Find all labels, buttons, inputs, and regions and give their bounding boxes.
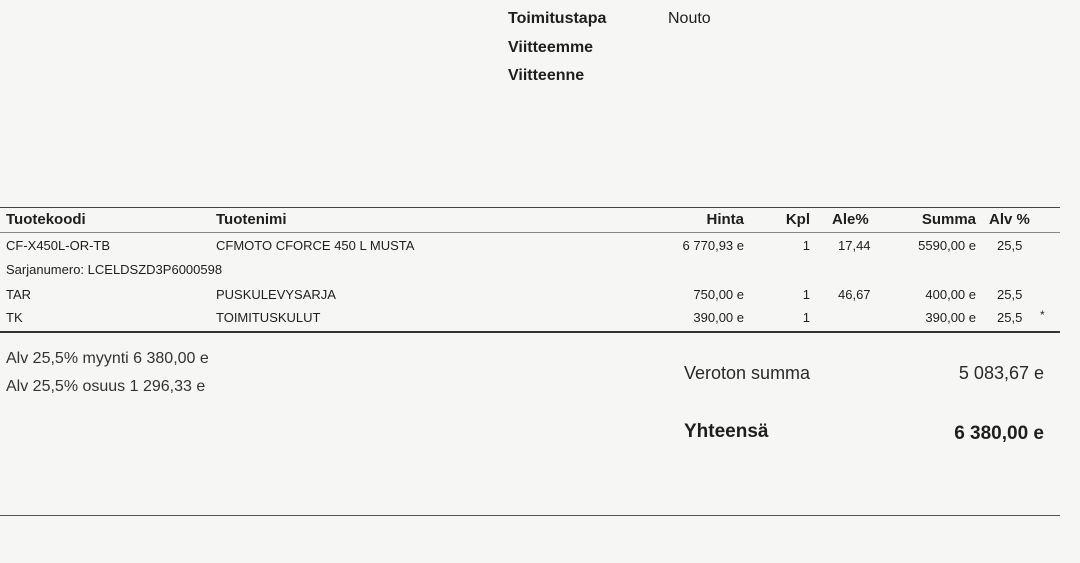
row-price: 750,00 e <box>693 287 744 302</box>
our-reference-label: Viitteemme <box>508 39 594 56</box>
col-header-name: Tuotenimi <box>216 211 287 228</box>
row-code: CF-X450L-OR-TB <box>6 238 111 253</box>
grand-total-value: 6 380,00 e <box>954 423 1044 444</box>
row-price: 6 770,93 e <box>682 238 744 253</box>
row-name: TOIMITUSKULUT <box>216 310 321 325</box>
table-bottom-rule <box>0 331 1060 333</box>
footer-rule <box>0 515 1060 516</box>
col-header-sum: Summa <box>921 211 976 228</box>
col-header-vat: Alv % <box>989 211 1030 228</box>
col-header-discount: Ale% <box>832 211 869 228</box>
row-name: PUSKULEVYSARJA <box>216 287 336 302</box>
vat-sales-line: Alv 25,5% myynti 6 380,00 e <box>6 350 209 367</box>
delivery-method-value: Nouto <box>668 10 711 27</box>
row-vat: 25,5 <box>997 238 1023 253</box>
row-qty: 1 <box>802 287 810 302</box>
row-name: CFMOTO CFORCE 450 L MUSTA <box>216 238 415 253</box>
row-vat: 25,5 <box>997 310 1023 325</box>
col-header-price: Hinta <box>706 211 744 228</box>
row-sum: 390,00 e <box>925 310 976 325</box>
row-code: TAR <box>6 287 32 302</box>
net-total-label: Veroton summa <box>684 363 811 383</box>
row-vat: 25,5 <box>997 287 1023 302</box>
col-header-qty: Kpl <box>785 211 810 228</box>
row-serial-number: Sarjanumero: LCELDSZD3P6000598 <box>6 262 223 277</box>
row-sum: 5590,00 e <box>918 238 976 253</box>
your-reference-label: Viitteenne <box>508 67 585 84</box>
vat-share-line: Alv 25,5% osuus 1 296,33 e <box>6 378 206 395</box>
table-header-rule <box>0 232 1060 233</box>
grand-total-label: Yhteensä <box>684 421 769 442</box>
col-header-code: Tuotekoodi <box>6 211 86 228</box>
row-code: TK <box>6 310 23 325</box>
row-discount: 46,67 <box>838 287 871 302</box>
row-qty: 1 <box>802 310 810 325</box>
row-qty: 1 <box>802 238 810 253</box>
table-top-rule <box>0 207 1060 208</box>
row-sum: 400,00 e <box>925 287 976 302</box>
row-footnote-mark: * <box>1040 308 1045 322</box>
row-price: 390,00 e <box>693 310 744 325</box>
net-total-value: 5 083,67 e <box>958 363 1044 383</box>
row-discount: 17,44 <box>838 238 871 253</box>
delivery-method-label: Toimitustapa <box>508 10 607 27</box>
